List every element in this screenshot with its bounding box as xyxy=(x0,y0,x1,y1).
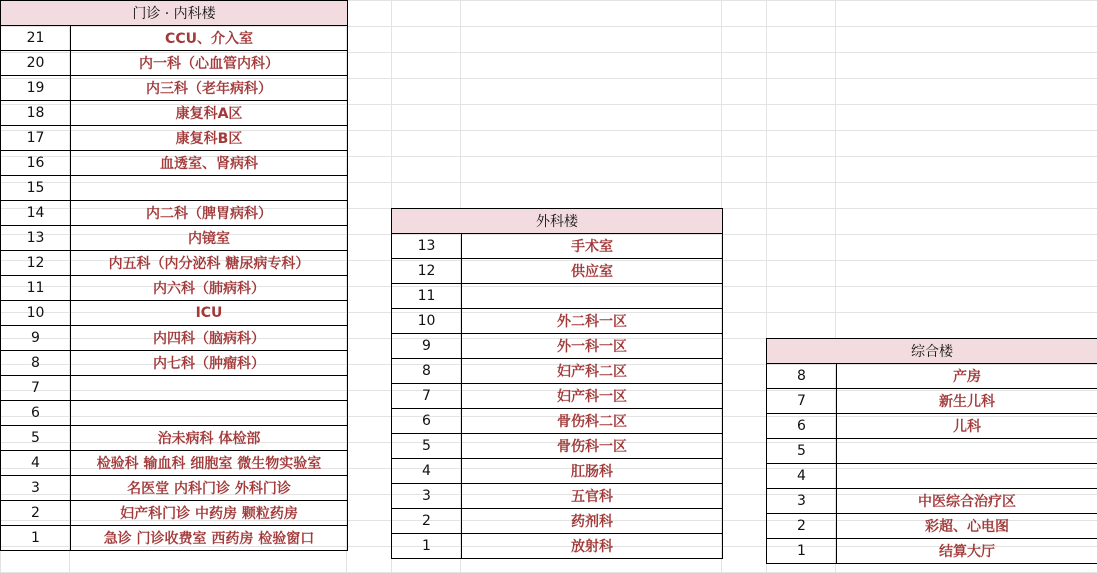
floor-department: 内六科（肺病科） xyxy=(71,276,348,301)
floor-number: 9 xyxy=(1,326,71,351)
floor-row xyxy=(392,309,723,334)
floor-department: 名医堂 内科门诊 外科门诊 xyxy=(71,476,348,501)
floor-department: 外一科一区 xyxy=(462,334,723,359)
floor-row xyxy=(1,351,348,376)
floor-number: 1 xyxy=(767,539,837,564)
outpatient-internal-building-table xyxy=(0,0,348,551)
floor-row xyxy=(1,251,348,276)
floor-department: 产房 xyxy=(837,364,1097,389)
floor-row xyxy=(1,301,348,326)
floor-department: 急诊 门诊收费室 西药房 检验窗口 xyxy=(71,526,348,551)
floor-row xyxy=(767,514,1097,539)
floor-department xyxy=(837,464,1097,489)
floor-department: 外二科一区 xyxy=(462,309,723,334)
floor-number: 8 xyxy=(1,351,71,376)
floor-row xyxy=(1,201,348,226)
floor-department: 血透室、肾病科 xyxy=(71,151,348,176)
floor-department: 药剂科 xyxy=(462,509,723,534)
floor-department: CCU、介入室 xyxy=(71,26,348,51)
floor-number: 7 xyxy=(1,376,71,401)
floor-department: 康复科A区 xyxy=(71,101,348,126)
floor-row xyxy=(1,226,348,251)
floor-number: 13 xyxy=(1,226,71,251)
floor-row xyxy=(767,539,1097,564)
floor-department: 妇产科二区 xyxy=(462,359,723,384)
floor-number: 15 xyxy=(1,176,71,201)
floor-row xyxy=(767,464,1097,489)
floor-row xyxy=(1,476,348,501)
floor-number: 5 xyxy=(392,434,462,459)
floor-department xyxy=(71,376,348,401)
floor-number: 19 xyxy=(1,76,71,101)
floor-row xyxy=(392,409,723,434)
floor-department: ICU xyxy=(71,301,348,326)
floor-row xyxy=(392,434,723,459)
floor-number: 21 xyxy=(1,26,71,51)
floor-number: 4 xyxy=(1,451,71,476)
floor-number: 11 xyxy=(392,284,462,309)
floor-department: 内一科（心血管内科） xyxy=(71,51,348,76)
floor-row xyxy=(1,276,348,301)
floor-number: 1 xyxy=(392,534,462,559)
building-title: 门诊 · 内科楼 xyxy=(1,1,348,26)
floor-department: 手术室 xyxy=(462,234,723,259)
floor-department: 儿科 xyxy=(837,414,1097,439)
floor-number: 3 xyxy=(392,484,462,509)
floor-row xyxy=(1,526,348,551)
floor-number: 1 xyxy=(1,526,71,551)
floor-row xyxy=(392,484,723,509)
floor-row xyxy=(392,234,723,259)
floor-number: 2 xyxy=(767,514,837,539)
floor-row xyxy=(1,326,348,351)
floor-number: 18 xyxy=(1,101,71,126)
floor-row xyxy=(767,364,1097,389)
floor-number: 3 xyxy=(1,476,71,501)
floor-number: 5 xyxy=(767,439,837,464)
floor-department xyxy=(837,439,1097,464)
floor-department: 内七科（肿瘤科） xyxy=(71,351,348,376)
floor-department: 妇产科门诊 中药房 颗粒药房 xyxy=(71,501,348,526)
floor-number: 10 xyxy=(392,309,462,334)
floor-department: 内四科（脑病科） xyxy=(71,326,348,351)
floor-row xyxy=(1,126,348,151)
floor-department: 结算大厅 xyxy=(837,539,1097,564)
floor-row xyxy=(767,414,1097,439)
floor-number: 6 xyxy=(767,414,837,439)
floor-row xyxy=(392,259,723,284)
floor-row xyxy=(1,401,348,426)
floor-department: 新生儿科 xyxy=(837,389,1097,414)
floor-department: 内三科（老年病科） xyxy=(71,76,348,101)
floor-number: 12 xyxy=(1,251,71,276)
floor-number: 11 xyxy=(1,276,71,301)
floor-number: 14 xyxy=(1,201,71,226)
building-title: 外科楼 xyxy=(392,209,723,234)
floor-department: 内二科（脾胃病科） xyxy=(71,201,348,226)
floor-number: 5 xyxy=(1,426,71,451)
floor-row xyxy=(1,501,348,526)
floor-row xyxy=(1,376,348,401)
floor-number: 3 xyxy=(767,489,837,514)
floor-number: 4 xyxy=(767,464,837,489)
floor-row xyxy=(392,359,723,384)
floor-row xyxy=(1,151,348,176)
floor-row xyxy=(1,426,348,451)
floor-row xyxy=(392,509,723,534)
floor-department: 康复科B区 xyxy=(71,126,348,151)
floor-row xyxy=(392,459,723,484)
floor-row xyxy=(392,384,723,409)
floor-row xyxy=(1,451,348,476)
floor-department: 内五科（内分泌科 糖尿病专科） xyxy=(71,251,348,276)
floor-row xyxy=(1,176,348,201)
floor-number: 2 xyxy=(1,501,71,526)
floor-number: 8 xyxy=(392,359,462,384)
floor-department: 妇产科一区 xyxy=(462,384,723,409)
floor-department: 肛肠科 xyxy=(462,459,723,484)
floor-department: 放射科 xyxy=(462,534,723,559)
floor-number: 7 xyxy=(392,384,462,409)
floor-row xyxy=(767,489,1097,514)
floor-row xyxy=(392,534,723,559)
floor-row xyxy=(392,334,723,359)
floor-department: 中医综合治疗区 xyxy=(837,489,1097,514)
floor-number: 9 xyxy=(392,334,462,359)
floor-number: 6 xyxy=(392,409,462,434)
floor-row xyxy=(1,26,348,51)
floor-row xyxy=(1,101,348,126)
floor-number: 16 xyxy=(1,151,71,176)
floor-department: 供应室 xyxy=(462,259,723,284)
floor-department: 骨伤科二区 xyxy=(462,409,723,434)
floor-department xyxy=(71,401,348,426)
floor-number: 6 xyxy=(1,401,71,426)
floor-number: 20 xyxy=(1,51,71,76)
building-title: 综合楼 xyxy=(767,339,1097,364)
floor-department: 治未病科 体检部 xyxy=(71,426,348,451)
floor-number: 4 xyxy=(392,459,462,484)
floor-number: 17 xyxy=(1,126,71,151)
floor-number: 12 xyxy=(392,259,462,284)
comprehensive-building-table xyxy=(766,338,1097,564)
floor-row xyxy=(767,439,1097,464)
floor-row xyxy=(767,389,1097,414)
floor-department: 彩超、心电图 xyxy=(837,514,1097,539)
floor-number: 13 xyxy=(392,234,462,259)
floor-department: 骨伤科一区 xyxy=(462,434,723,459)
surgery-building-table xyxy=(391,208,723,559)
floor-row xyxy=(1,76,348,101)
floor-number: 7 xyxy=(767,389,837,414)
floor-department xyxy=(71,176,348,201)
floor-department: 五官科 xyxy=(462,484,723,509)
floor-number: 8 xyxy=(767,364,837,389)
floor-row xyxy=(1,51,348,76)
floor-number: 2 xyxy=(392,509,462,534)
floor-department xyxy=(462,284,723,309)
floor-row xyxy=(392,284,723,309)
floor-number: 10 xyxy=(1,301,71,326)
floor-department: 内镜室 xyxy=(71,226,348,251)
floor-department: 检验科 输血科 细胞室 微生物实验室 xyxy=(71,451,348,476)
